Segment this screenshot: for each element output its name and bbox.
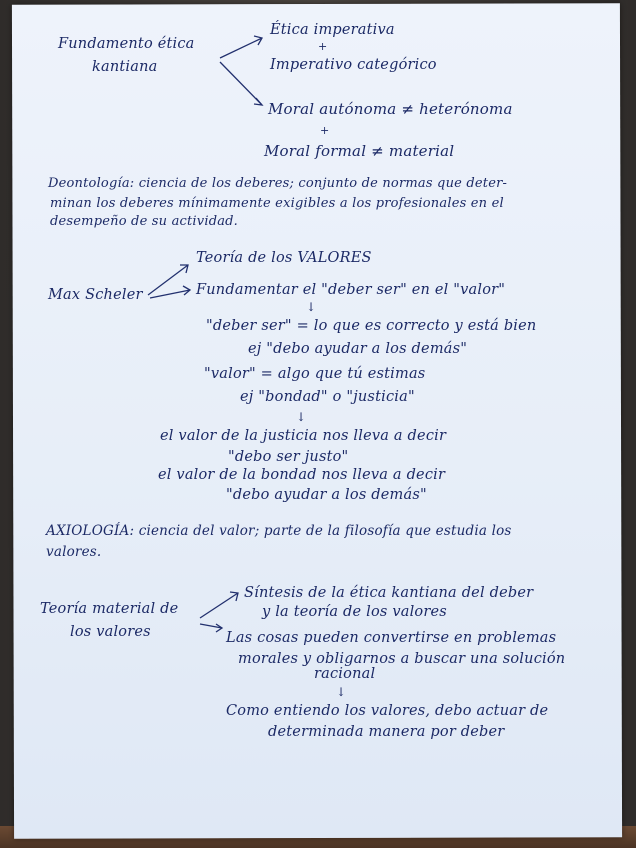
- scheler-branch1: Teoría de los VALORES: [196, 250, 372, 266]
- teoria-material-heading-line2: los valores: [70, 624, 151, 640]
- deontologia-line2: minan los deberes mínimamente exigibles a los profesionales en el: [50, 196, 504, 211]
- scheler-deber-example: ej "debo ayudar a los demás": [248, 341, 468, 357]
- teoria-material-arrow: ↓: [336, 685, 347, 699]
- kant-branch2-plus: +: [320, 124, 330, 137]
- scheler-bondad-line1: el valor de la bondad nos lleva a decir: [158, 467, 446, 483]
- teoria-material-branch2-line2: morales y obligarnos a buscar una solución: [238, 651, 566, 667]
- kant-branch1-plus: +: [318, 40, 328, 53]
- scheler-arrow1: ↓: [306, 300, 317, 314]
- teoria-material-branch1-line1: Síntesis de la ética kantiana del deber: [244, 585, 534, 601]
- teoria-material-branch2-line3: racional: [314, 666, 376, 682]
- kant-heading-line2: kantiana: [92, 59, 158, 75]
- kant-branch2-a: Moral autónoma ≠ heterónoma: [268, 100, 513, 118]
- teoria-material-heading-line1: Teoría material de: [40, 601, 179, 617]
- axiologia-line1: AXIOLOGÍA: ciencia del valor; parte de la filosofía que estudia los: [46, 523, 512, 539]
- kant-branch2-b: Moral formal ≠ material: [264, 142, 455, 160]
- scheler-valor-example: ej "bondad" o "justicia": [240, 389, 415, 405]
- scheler-arrow2: ↓: [296, 410, 307, 424]
- teoria-material-branch2-line1: Las cosas pueden convertirse en problemas: [226, 630, 557, 646]
- scheler-name: Max Scheler: [48, 287, 143, 303]
- scheler-bondad-line2: "debo ayudar a los demás": [226, 487, 427, 503]
- kant-heading-line1: Fundamento ética: [58, 36, 195, 52]
- deontologia-line1: Deontología: ciencia de los deberes; conjunto de normas que deter-: [48, 176, 508, 191]
- scheler-deber-definition: "deber ser" = lo que es correcto y está bien: [206, 318, 537, 334]
- teoria-material-conclusion-line2: determinada manera por deber: [268, 724, 505, 740]
- scheler-justicia-line1: el valor de la justicia nos lleva a decir: [160, 428, 447, 444]
- scheler-valor-definition: "valor" = algo que tú estimas: [204, 366, 426, 382]
- teoria-material-conclusion-line1: Como entiendo los valores, debo actuar de: [226, 703, 549, 719]
- scheler-branch2: Fundamentar el "deber ser" en el "valor": [196, 282, 506, 298]
- axiologia-line2: valores.: [46, 544, 102, 560]
- scheler-justicia-line2: "debo ser justo": [228, 449, 349, 465]
- teoria-material-branch1-line2: y la teoría de los valores: [262, 604, 447, 620]
- kant-branch1-a: Ética imperativa: [270, 22, 395, 38]
- kant-branch1-b: Imperativo categórico: [270, 57, 437, 73]
- deontologia-line3: desempeño de su actividad.: [50, 214, 239, 229]
